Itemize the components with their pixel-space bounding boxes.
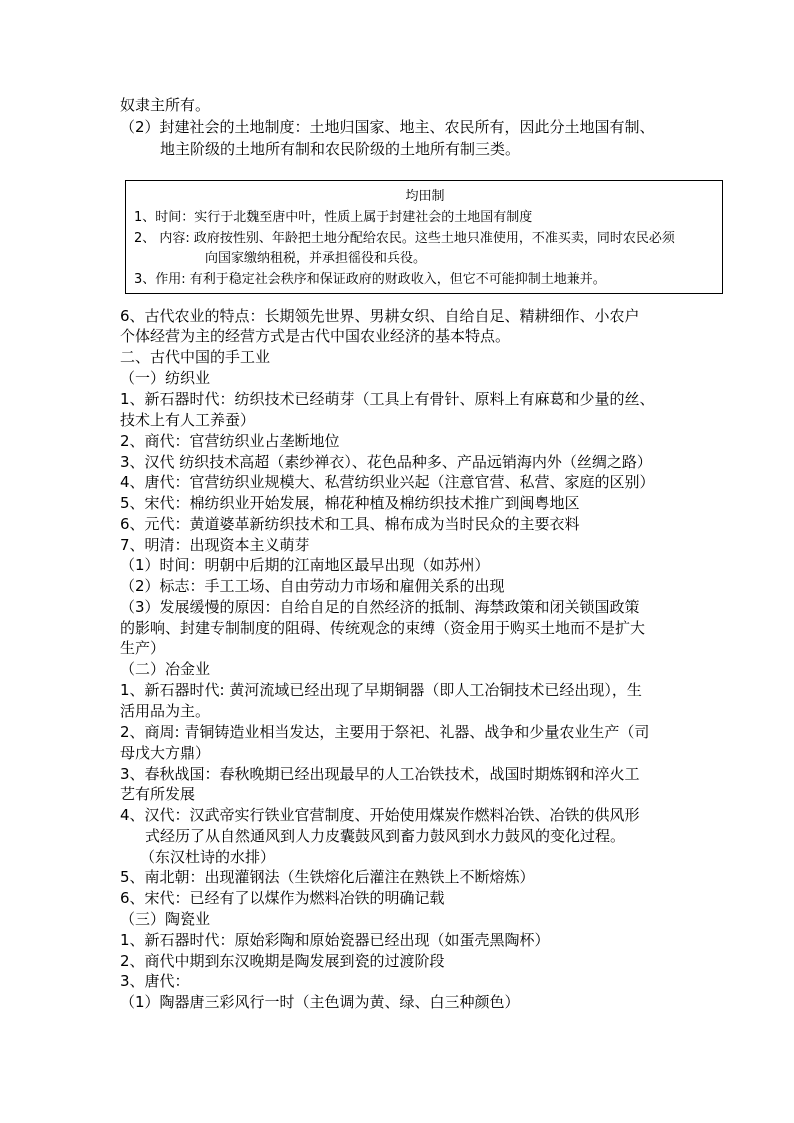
subsection-heading: （三）陶瓷业 [120, 910, 211, 928]
text-line: （3）发展缓慢的原因：自给自足的自然经济的抵制、海禁政策和闭关锁国政策 [120, 598, 640, 616]
text-line: 个体经营为主的经营方式是古代中国农业经济的基本特点。 [120, 327, 511, 345]
text-line: 5、宋代：棉纺织业开始发展，棉花种植及棉纺织技术推广到闽粤地区 [120, 494, 580, 512]
text-line: 艺有所发展 [120, 785, 196, 803]
box-item: 1、时间：实行于北魏至唐中叶，性质上属于封建社会的土地国有制度 [134, 210, 533, 225]
text-line: 3、唐代： [120, 972, 190, 990]
box-title: 均田制 [405, 189, 445, 204]
box-item: 3、作用: 有利于稳定社会秩序和保证政府的财政收入，但它不可能抑制土地兼并。 [134, 272, 606, 287]
text-line: 的影响、封建专制制度的阻碍、传统观念的束缚（资金用于购买土地而不是扩大 [120, 619, 646, 637]
subsection-heading: （一）纺织业 [120, 369, 211, 387]
text-line: 3、汉代 纺织技术高超（素纱禅衣）、花色品种多、产品远销海内外（丝绸之路） [120, 453, 652, 471]
text-line: （2）封建社会的土地制度：土地归国家、地主、农民所有，因此分土地国有制、 [120, 118, 655, 136]
text-line: 5、南北朝：出现灌钢法（生铁熔化后灌注在熟铁上不断熔炼） [120, 868, 535, 886]
text-line: （1）陶器唐三彩风行一时（主色调为黄、绿、白三种颜色） [120, 993, 520, 1011]
text-line: 6、古代农业的特点：长期领先世界、男耕女织、自给自足、精耕细作、小农户 [120, 307, 640, 325]
text-line: 式经历了从自然通风到人力皮囊鼓风到畜力鼓风到水力鼓风的变化过程。 [145, 827, 626, 845]
text-line: 1、新石器时代: 黄河流域已经出现了早期铜器（即人工冶铜技术已经出现），生 [120, 681, 642, 699]
text-line: 奴隶主所有。 [120, 96, 211, 114]
text-line: 地主阶级的土地所有制和农民阶级的土地所有制三类。 [160, 140, 521, 158]
box-item: 2、 内容: 政府按性别、年龄把土地分配给农民。这些土地只准使用，不准买卖，同时农民必须 [134, 231, 675, 246]
text-line: 2、商周: 青铜铸造业相当发达，主要用于祭祀、礼器、战争和少量农业生产（司 [120, 723, 650, 741]
text-line: 2、商代中期到东汉晚期是陶发展到瓷的过渡阶段 [120, 952, 445, 970]
text-line: 6、宋代：已经有了以煤作为燃料冶铁的明确记载 [120, 889, 445, 907]
section-heading: 二、古代中国的手工业 [120, 348, 271, 366]
text-line: 1、新石器时代：纺织技术已经萌芽（工具上有骨针、原料上有麻葛和少量的丝、 [120, 390, 655, 408]
box-item: 向国家缴纳租税，并承担徭役和兵役。 [205, 251, 427, 266]
text-line: 7、明清：出现资本主义萌芽 [120, 536, 310, 554]
text-line: 1、新石器时代：原始彩陶和原始瓷器已经出现（如蛋壳黑陶杯） [120, 931, 550, 949]
text-line: 4、唐代：官营纺织业规模大、私营纺织业兴起（注意官营、私营、家庭的区别） [120, 473, 655, 491]
text-line: 技术上有人工养蚕） [120, 411, 256, 429]
text-line: （2）标志：手工工场、自由劳动力市场和雇佣关系的出现 [120, 577, 505, 595]
text-line: （东汉杜诗的水排） [140, 848, 276, 866]
equal-field-system-box [125, 180, 723, 294]
text-line: 3、春秋战国：春秋晚期已经出现最早的人工冶铁技术，战国时期炼钢和淬火工 [120, 765, 640, 783]
text-line: 母戊大方鼎） [120, 744, 211, 762]
text-line: 2、商代：官营纺织业占垄断地位 [120, 432, 340, 450]
text-line: 6、元代：黄道婆革新纺织技术和工具、棉布成为当时民众的主要衣料 [120, 515, 580, 533]
text-line: 活用品为主。 [120, 702, 211, 720]
text-line: 4、汉代：汉武帝实行铁业官营制度、开始使用煤炭作燃料冶铁、冶铁的供风形 [120, 806, 640, 824]
text-line: 生产） [120, 639, 166, 657]
subsection-heading: （二）冶金业 [120, 660, 211, 678]
text-line: （1）时间：明朝中后期的江南地区最早出现（如苏州） [120, 556, 490, 574]
